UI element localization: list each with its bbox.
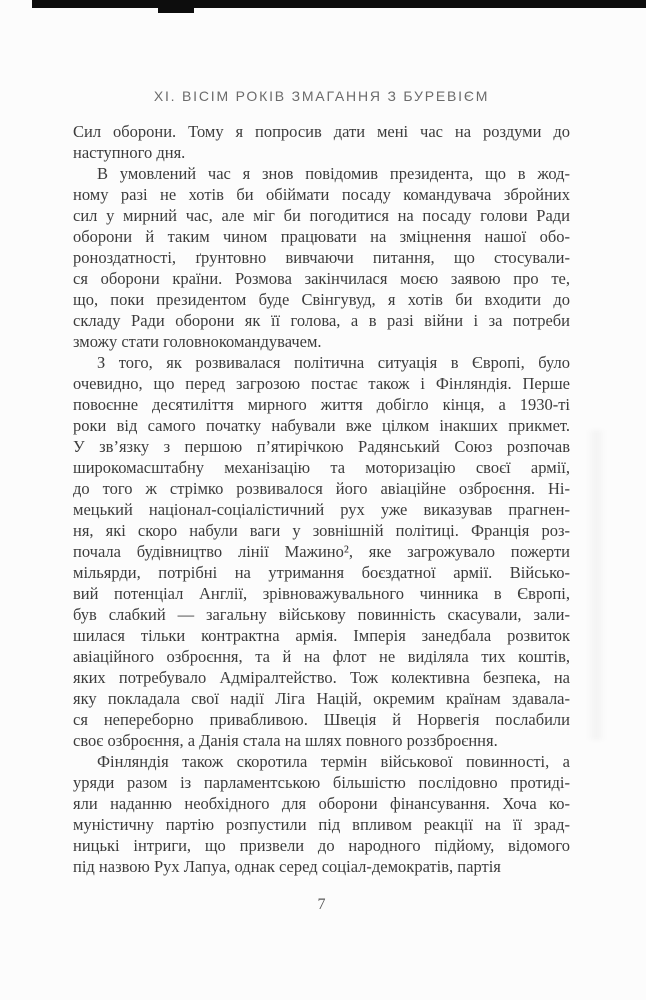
page-number: 7 xyxy=(317,896,326,913)
text-line: В умовлений час я знов повідомив президента, що в жод- xyxy=(97,164,570,183)
text-line: почала будівництво лінії Мажино², яке загрожувало пожерти xyxy=(73,542,570,561)
text-line: повоєнне десятиліття мирного життя добігло кінця, а 1930-ті xyxy=(73,395,570,414)
text-line: мецький націонал-соціалістичний рух уже виказував прагнен- xyxy=(73,500,570,519)
text-line: яли наданню необхідного для оборони фінансування. Хоча ко- xyxy=(73,794,570,813)
text-line: роноздатності, ґрунтовно вивчаючи питання, що стосували- xyxy=(73,248,570,267)
text-line: ному разі не хотів би обіймати посаду командувача збройних xyxy=(73,185,570,204)
text-line: Фінляндія також скоротила термін військової повинності, а xyxy=(97,752,570,771)
text-line: мільярди, потрібні на утримання боєздатної армії. Військо- xyxy=(73,563,570,582)
text-line: ня, які скоро набули ваги у зовнішній політиці. Франція роз- xyxy=(73,521,570,540)
text-line: Сил оборони. Тому я попросив дати мені час на роздуми до xyxy=(73,122,570,141)
text-line: сил у мирний час, але міг би погодитися на посаду голови Ради xyxy=(73,206,570,225)
text-line: яких потребувало Адміралтейство. Тож колективна безпека, на xyxy=(73,668,570,687)
text-line: складу Ради оборони як її голова, а в разі війни і за потреби xyxy=(73,311,570,330)
text-line: під назвою Рух Лапуа, однак серед соціал-демократів, партія xyxy=(73,857,501,876)
text-line: до того ж стрімко розвивалося його авіаційне озброєння. Ні- xyxy=(73,479,570,498)
text-line: уряди разом із парламентською більшістю послідовно протиді- xyxy=(73,773,570,792)
text-line: З того, як розвивалася політична ситуація в Європі, було xyxy=(97,353,570,372)
text-line: У зв’язку з першою п’ятирічкою Радянський Союз розпочав xyxy=(73,437,570,456)
text-line: своє озброєння, а Данія стала на шлях повного роззброєння. xyxy=(73,731,498,750)
text-line: шилася тільки контрактна армія. Імперія занедбала розвиток xyxy=(73,626,570,645)
text-line: був слабкий — загальну військову повинність скасували, зали- xyxy=(73,605,570,624)
text-line: вий потенціал Англії, зрівноважувального чинника в Європі, xyxy=(73,584,570,603)
text-line: зможу стати головнокомандувачем. xyxy=(73,332,322,351)
text-line: оборони й таким чином працювати на зміцнення нашої обо- xyxy=(73,227,570,246)
chapter-running-header: XI. ВІСІМ РОКІВ ЗМАГАННЯ З БУРЕВІЄМ xyxy=(153,88,490,104)
text-line: муністичну партію розпустили під впливом реакції на її зрад- xyxy=(73,815,570,834)
text-line: широкомасштабну механізацію та моторизацію своєї армії, xyxy=(73,458,570,477)
scan-artifact-top-nub xyxy=(158,0,194,13)
text-line: ся непереборно привабливою. Швеція й Норвегія послабили xyxy=(73,710,570,729)
scan-artifact-top-bar xyxy=(32,0,646,8)
page-body xyxy=(73,121,570,877)
text-line: ся оборони країни. Розмова закінчилася моєю заявою про те, xyxy=(73,269,570,288)
text-line: наступного дня. xyxy=(73,143,186,162)
text-line: очевидно, що перед загрозою постає також і Фінляндія. Перше xyxy=(73,374,570,393)
scan-artifact-right-streak xyxy=(586,430,606,740)
text-line: яку покладала свої надії Ліга Націй, окремим країнам здавала- xyxy=(73,689,570,708)
text-line: що, поки президентом буде Свінгувуд, я хотів би входити до xyxy=(73,290,570,309)
text-line: ницькі інтриги, що призвели до народного підйому, відомого xyxy=(73,836,570,855)
text-line: роки від самого початку набували вже цілком інакших прикмет. xyxy=(73,416,570,435)
text-line: авіаційного озброєння, та й на флот не виділяла тих коштів, xyxy=(73,647,570,666)
